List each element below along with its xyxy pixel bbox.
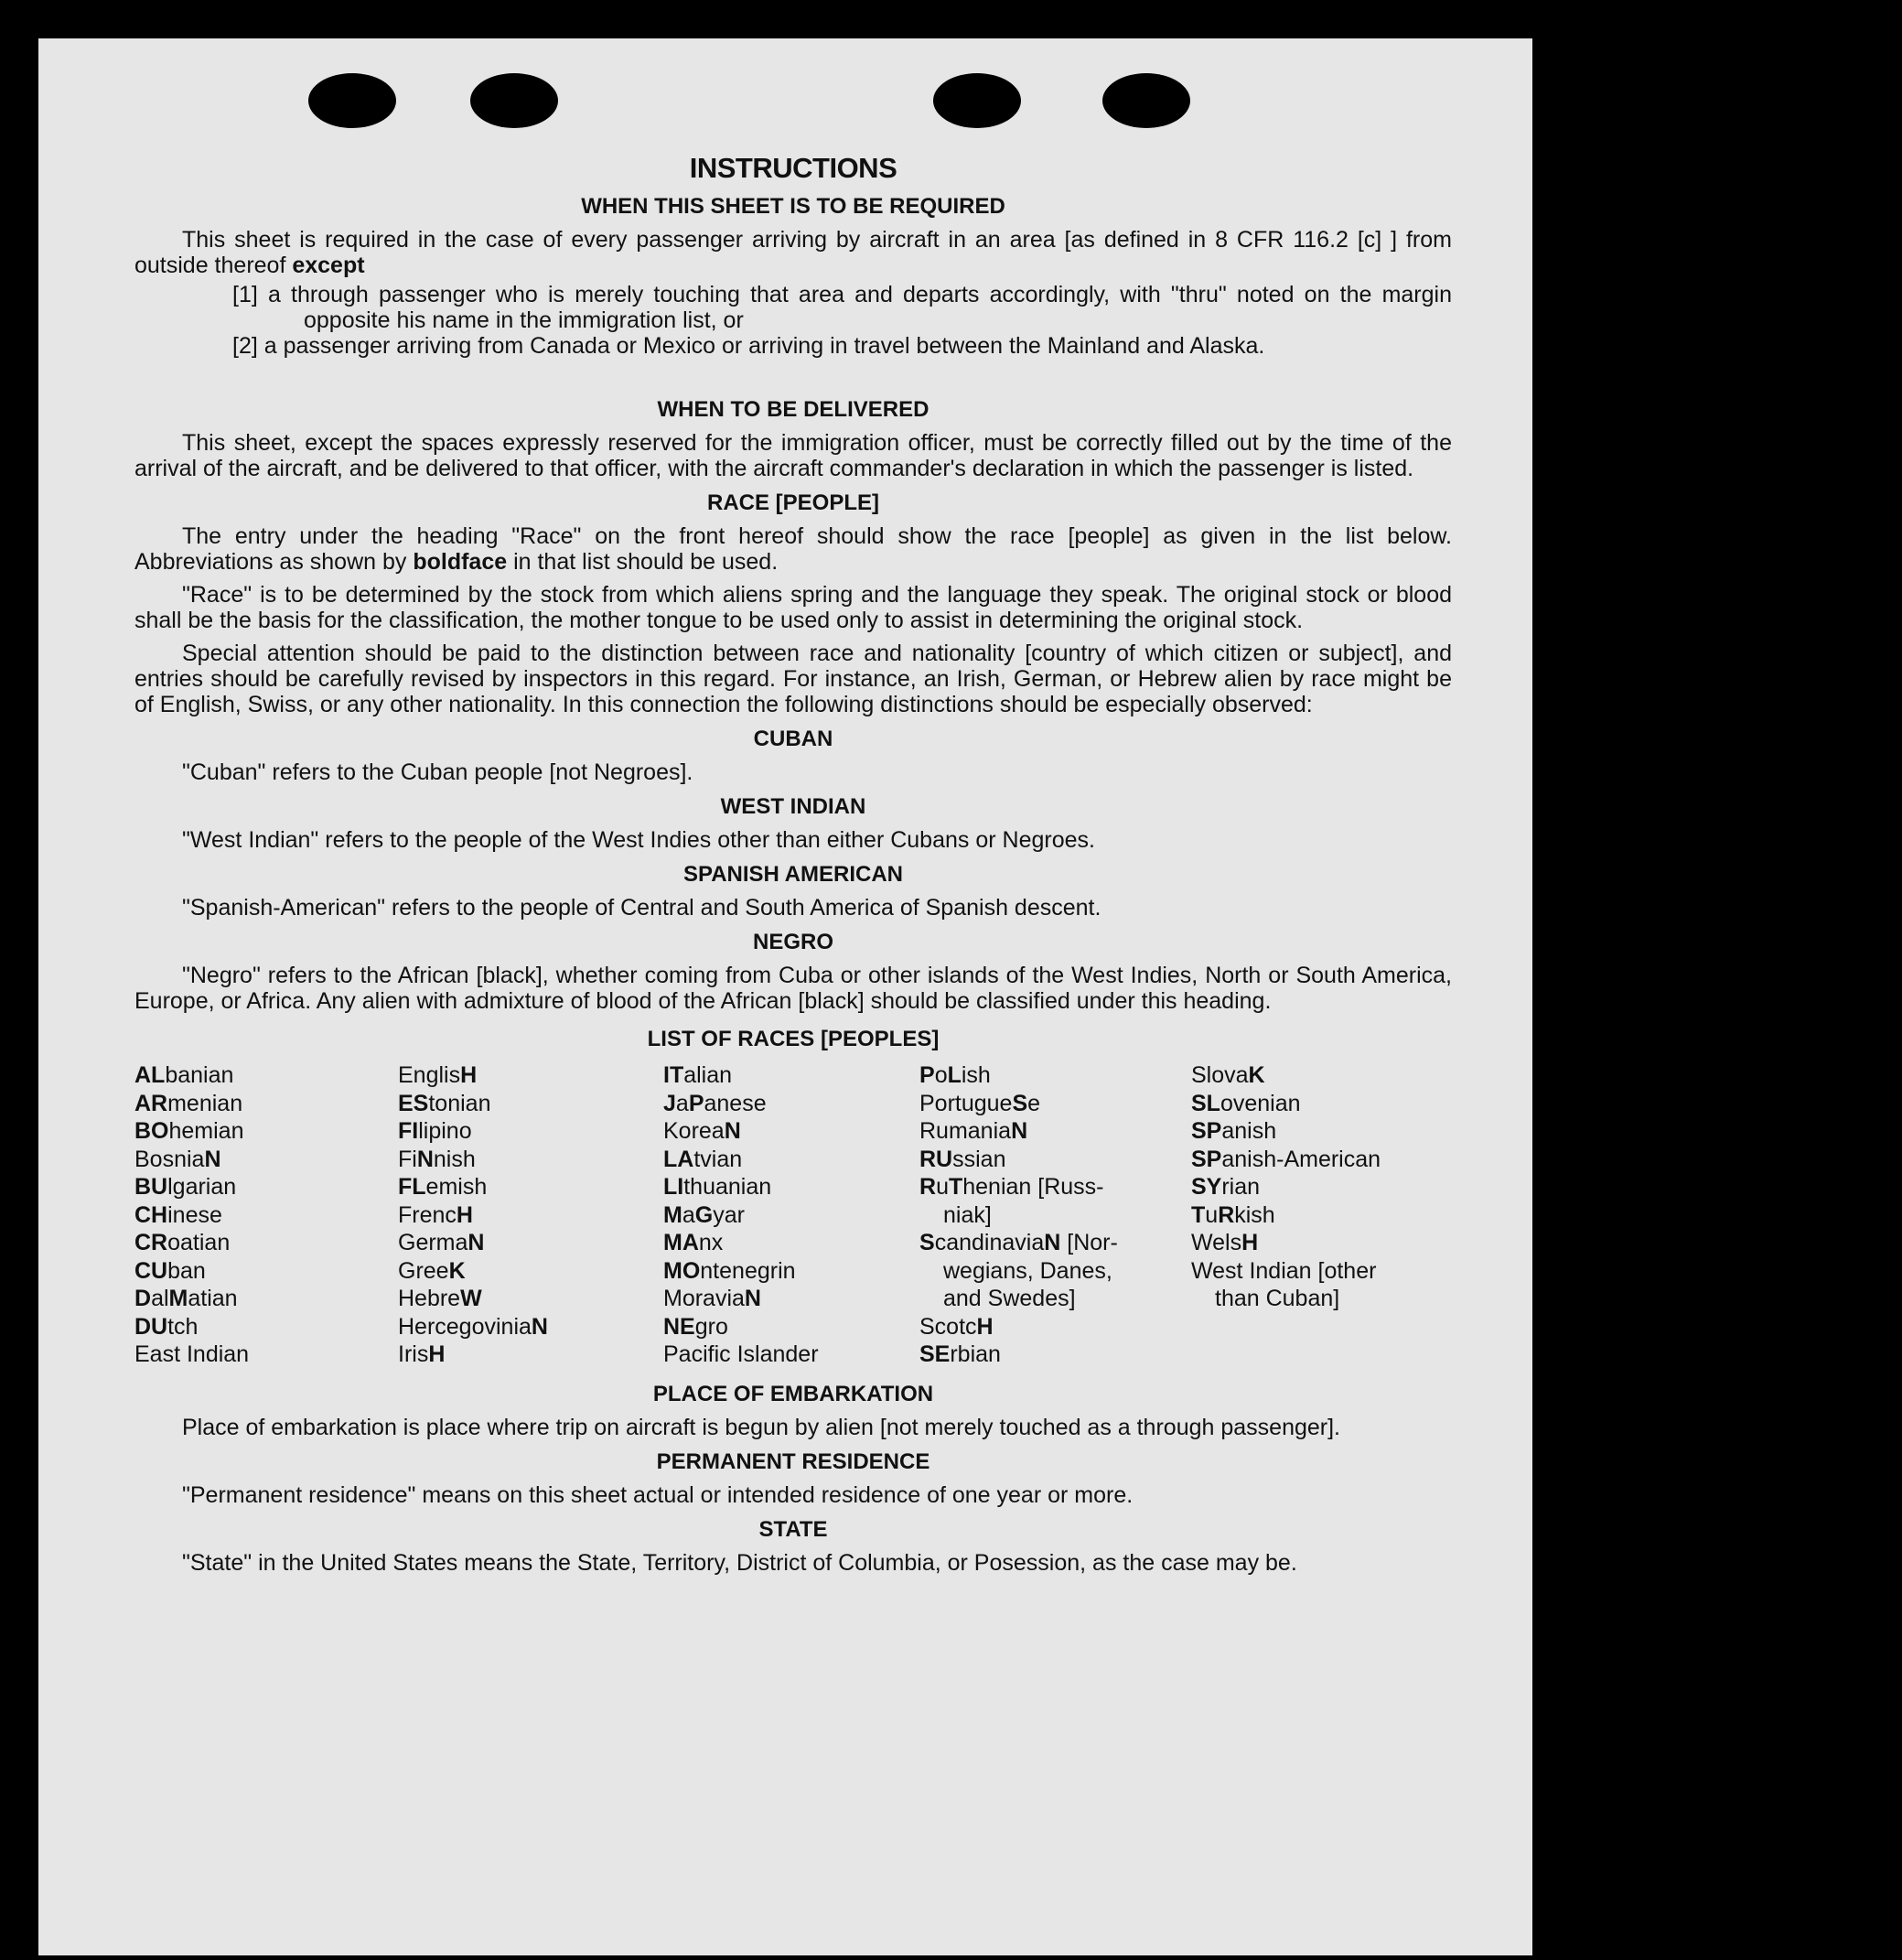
race-text: o [934, 1062, 948, 1088]
race-abbreviation: N [531, 1313, 548, 1340]
race-abbreviation: AL [134, 1062, 166, 1088]
race-text: hemian [168, 1118, 244, 1144]
race-entry [398, 1313, 663, 1341]
race-text: Scotc [919, 1313, 977, 1340]
race-entry [134, 1341, 398, 1369]
race-text: Germa [398, 1230, 468, 1255]
race-column [134, 1061, 398, 1369]
race-text: Fi [398, 1146, 417, 1172]
race-entry [1191, 1173, 1447, 1201]
race-text: kish [1234, 1201, 1275, 1228]
punch-hole [1102, 73, 1190, 128]
race-entry [398, 1229, 663, 1257]
race-abbreviation: N [1011, 1118, 1028, 1144]
punch-hole [933, 73, 1021, 128]
race-entry [1191, 1201, 1447, 1230]
race-abbreviation: ES [398, 1090, 429, 1116]
section-heading-negro: NEGRO [752, 930, 833, 954]
race-text: menian [167, 1090, 243, 1116]
race-abbreviation: N [416, 1146, 434, 1172]
race-abbreviation: N [1044, 1230, 1061, 1255]
race-abbreviation: R [919, 1174, 937, 1200]
race-text: nish [433, 1146, 476, 1172]
race-text: thuanian [683, 1174, 772, 1200]
race-entry [398, 1341, 663, 1369]
race-text: tonian [428, 1090, 491, 1116]
page-title: INSTRUCTIONS [689, 152, 897, 184]
race-abbreviation: N [724, 1118, 741, 1144]
race-text: Gree [398, 1257, 449, 1284]
race-abbreviation: CR [134, 1230, 168, 1255]
race-entry [398, 1201, 663, 1230]
race-text: ntenegrin [700, 1257, 796, 1284]
race-abbreviation: FL [398, 1174, 426, 1200]
race-text: Pacific Islander [663, 1341, 819, 1367]
race-abbreviation: BU [134, 1174, 168, 1200]
race-text: henian [Russ- [962, 1174, 1104, 1200]
race-text: anish-American [1221, 1146, 1381, 1172]
race-abbreviation: S [1012, 1090, 1028, 1116]
race-abbreviation: H [456, 1201, 473, 1228]
race-abbreviation: N [467, 1230, 485, 1255]
race-text: ban [167, 1257, 206, 1284]
race-text: atian [188, 1286, 238, 1311]
exception-item: [2] a passenger arriving from Canada or Mexico or arriving in travel between the Mainland and Alaska. [232, 333, 1265, 359]
race-abbreviation: IT [663, 1062, 684, 1088]
race-entry [919, 1061, 1191, 1090]
race-entry [1191, 1117, 1447, 1146]
race-text: Korea [663, 1118, 725, 1144]
race-text: anish [1221, 1118, 1277, 1144]
race-text: banian [165, 1062, 234, 1088]
section-heading-residence: PERMANENT RESIDENCE [656, 1448, 930, 1474]
race-text: anese [704, 1090, 767, 1116]
spanish-american-text: "Spanish-American" refers to the people of Central and South America of Spanish descent. [182, 895, 1101, 921]
race-text: lgarian [167, 1174, 237, 1200]
exception-item: [1] a through passenger who is merely touching that area and departs accordingly, with "thru" noted on the margin opposite his name in the immigration list, or [232, 282, 1452, 333]
race-text: al [151, 1286, 169, 1311]
race-text: a [946, 1230, 960, 1255]
race-entry [134, 1257, 398, 1286]
race-abbreviation: SL [1191, 1090, 1220, 1116]
race-entry [663, 1061, 919, 1090]
race-entry [919, 1146, 1191, 1174]
race-abbreviation: RU [919, 1146, 953, 1172]
race-entry [134, 1285, 398, 1313]
race-abbreviation: K [1248, 1062, 1265, 1088]
race-entry [663, 1285, 919, 1313]
race-entry [1191, 1061, 1447, 1090]
race-abbreviation: J [663, 1090, 676, 1116]
race-entry [1191, 1146, 1447, 1174]
document-page [38, 38, 1532, 1955]
race-paragraph: Special attention should be paid to the distinction between race and nationality [country of which citizen or subject], and entries should be carefully revised by inspectors in this regard. For instance, an Irish, German, or Hebrew alien by race might be of English, Swiss, or any other nationality. In this connection the following distinctions should be especially observed: [134, 641, 1452, 717]
race-text: e [1027, 1090, 1041, 1116]
race-abbreviation: M [663, 1201, 682, 1228]
race-abbreviation: CU [134, 1257, 168, 1284]
race-entry [1191, 1285, 1447, 1313]
race-abbreviation: MA [663, 1230, 699, 1255]
race-abbreviation: T [1191, 1201, 1206, 1228]
race-entry [919, 1090, 1191, 1118]
race-text: East Indian [134, 1341, 250, 1367]
section-heading-cuban: CUBAN [753, 727, 833, 751]
race-text: a [682, 1201, 695, 1228]
race-text: u [1205, 1201, 1219, 1228]
race-abbreviation: M [168, 1286, 188, 1311]
race-abbreviation: N [744, 1286, 761, 1311]
race-entry [134, 1117, 398, 1146]
race-entry [134, 1146, 398, 1174]
race-text: tch [167, 1313, 199, 1340]
race-paragraph: "Race" is to be determined by the stock from which aliens spring and the language they speak. The original stock or blood shall be the basis for the classification, the mother tongue to be used only to assist in determining the original stock. [134, 582, 1452, 633]
race-abbreviation: MO [663, 1257, 701, 1284]
race-text: Moravia [663, 1286, 745, 1311]
section-heading-spanish-american: SPANISH AMERICAN [682, 862, 903, 887]
race-column [398, 1061, 663, 1369]
race-abbreviation: G [694, 1201, 714, 1228]
race-entry [663, 1146, 919, 1174]
race-entry [663, 1229, 919, 1257]
race-abbreviation: LI [663, 1174, 684, 1200]
race-abbreviation: SP [1191, 1118, 1222, 1144]
race-abbreviation: S [919, 1230, 935, 1255]
section-heading-delivered: WHEN TO BE DELIVERED [657, 397, 930, 422]
race-text: Iris [398, 1341, 429, 1367]
west-indian-text: "West Indian" refers to the people of the West Indies other than either Cubans or Negroes. [182, 827, 1095, 853]
race-abbreviation: H [428, 1341, 446, 1367]
section-heading-embarkation: PLACE OF EMBARKATION [652, 1381, 934, 1406]
race-text: nx [698, 1230, 724, 1255]
required-exceptions [134, 282, 1452, 359]
race-entry [398, 1285, 663, 1313]
race-text: than Cuban] [1215, 1286, 1340, 1311]
cuban-text: "Cuban" refers to the Cuban people [not Negroes]. [182, 759, 693, 785]
race-entry [663, 1201, 919, 1230]
race-text: ssian [952, 1146, 1006, 1172]
race-abbreviation: H [976, 1313, 994, 1340]
race-entry [134, 1173, 398, 1201]
race-text: Englis [398, 1062, 461, 1088]
punch-hole [308, 73, 396, 128]
race-entry [663, 1313, 919, 1341]
section-heading-race: RACE [PEOPLE] [706, 490, 879, 515]
negro-text: "Negro" refers to the African [black], whether coming from Cuba or other islands of the West Indies, North or South America, Europe, or Africa. Any alien with admixture of blood of the African [black] should be classified under this heading. [134, 963, 1452, 1014]
race-entry [398, 1146, 663, 1174]
race-abbreviation: D [134, 1286, 152, 1311]
race-text: emish [425, 1174, 488, 1200]
race-text: Hebre [398, 1286, 461, 1311]
section-heading-required: WHEN THIS SHEET IS TO BE REQUIRED [581, 194, 1005, 219]
race-text: [Nor- [1060, 1230, 1118, 1255]
race-text: wegians, Danes, [943, 1257, 1112, 1284]
race-entry [398, 1117, 663, 1146]
race-abbreviation: NE [663, 1313, 695, 1340]
race-entry [134, 1229, 398, 1257]
race-text: niak] [943, 1201, 992, 1228]
race-entry [663, 1173, 919, 1201]
race-entry [663, 1117, 919, 1146]
race-text: and Swedes] [943, 1286, 1076, 1311]
race-entry [919, 1313, 1191, 1341]
race-text: rian [1221, 1174, 1261, 1200]
race-entry [919, 1201, 1191, 1230]
race-text: Portugue [919, 1090, 1013, 1116]
race-column [1191, 1061, 1447, 1369]
residence-text: "Permanent residence" means on this sheet actual or intended residence of one year or more. [182, 1481, 1134, 1508]
race-entry [919, 1173, 1191, 1201]
race-text: a [675, 1090, 689, 1116]
race-abbreviation: SY [1191, 1174, 1222, 1200]
race-entry [398, 1061, 663, 1090]
race-text: lipino [418, 1118, 472, 1144]
race-text: West Indian [other [1191, 1257, 1377, 1284]
embarkation-text: Place of embarkation is place where trip on aircraft is begun by alien [not merely touched as a through passenger]. [182, 1414, 1340, 1440]
race-abbreviation: L [947, 1062, 962, 1088]
race-abbreviation: BO [134, 1118, 169, 1144]
race-entry [134, 1313, 398, 1341]
race-entry [919, 1285, 1191, 1313]
race-abbreviation: W [460, 1286, 482, 1311]
race-entry [398, 1257, 663, 1286]
race-abbreviation: CH [134, 1201, 168, 1228]
race-entry [663, 1341, 919, 1369]
race-paragraph: The entry under the heading "Race" on the front hereof should show the race [people] as given in the list below. Abbreviations as shown by boldface in that list should be used. [134, 523, 1452, 575]
required-intro: This sheet is required in the case of every passenger arriving by aircraft in an area [as defined in 8 CFR 116.2 [c] ] from outside thereof except [134, 227, 1452, 278]
race-entry [663, 1090, 919, 1118]
race-abbreviation: LA [663, 1146, 694, 1172]
race-text: Slova [1191, 1062, 1249, 1088]
race-abbreviation: SE [919, 1341, 951, 1367]
state-text: "State" in the United States means the State, Territory, District of Columbia, or Posession, as the case may be. [182, 1549, 1297, 1576]
race-entry [398, 1173, 663, 1201]
race-text: c [934, 1230, 947, 1255]
race-abbreviation: P [919, 1062, 935, 1088]
race-entry [919, 1341, 1191, 1369]
race-text: ovenian [1220, 1090, 1301, 1116]
race-text: Bosnia [134, 1146, 205, 1172]
race-column [919, 1061, 1191, 1369]
delivered-text: This sheet, except the spaces expressly reserved for the immigration officer, must be correctly filled out by the time of the arrival of the aircraft, and be delivered to that officer, with the aircraft commander's declaration in which the passenger is listed. [134, 430, 1452, 481]
race-abbreviation: R [1218, 1201, 1235, 1228]
race-abbreviation: H [460, 1062, 478, 1088]
race-text: yar [713, 1201, 745, 1228]
race-abbreviation: H [1241, 1230, 1259, 1255]
race-abbreviation: K [448, 1257, 466, 1284]
race-text: Hercegovinia [398, 1313, 532, 1340]
race-column [663, 1061, 919, 1369]
race-entry [919, 1257, 1191, 1286]
race-entry [1191, 1229, 1447, 1257]
race-entry [919, 1117, 1191, 1146]
race-text: alian [683, 1062, 733, 1088]
race-entry [919, 1229, 1191, 1257]
race-text: Frenc [398, 1201, 457, 1228]
race-text: ish [961, 1062, 991, 1088]
race-text: rbian [950, 1341, 1001, 1367]
race-list [134, 1061, 1452, 1369]
race-entry [134, 1090, 398, 1118]
race-text: tvian [693, 1146, 743, 1172]
race-text: u [936, 1174, 949, 1200]
race-abbreviation: P [688, 1090, 704, 1116]
section-heading-list-of-races: LIST OF RACES [PEOPLES] [647, 1027, 940, 1051]
race-abbreviation: T [948, 1174, 963, 1200]
race-text: Wels [1191, 1230, 1242, 1255]
document-body [134, 152, 1452, 1583]
race-abbreviation: DU [134, 1313, 168, 1340]
section-heading-state: STATE [758, 1516, 828, 1542]
section-heading-west-indian: WEST INDIAN [720, 794, 866, 819]
punch-hole [470, 73, 558, 128]
race-entry [398, 1090, 663, 1118]
race-abbreviation: FI [398, 1118, 419, 1144]
race-text: gro [694, 1313, 728, 1340]
race-text: Rumania [919, 1118, 1012, 1144]
race-text: oatian [167, 1230, 231, 1255]
race-entry [663, 1257, 919, 1286]
race-abbreviation: SP [1191, 1146, 1222, 1172]
race-entry [1191, 1257, 1447, 1286]
race-text: inese [167, 1201, 222, 1228]
race-abbreviation: AR [134, 1090, 168, 1116]
race-text: ndinavia [959, 1230, 1045, 1255]
race-entry [1191, 1090, 1447, 1118]
race-entry [134, 1061, 398, 1090]
race-entry [134, 1201, 398, 1230]
race-abbreviation: N [204, 1146, 221, 1172]
